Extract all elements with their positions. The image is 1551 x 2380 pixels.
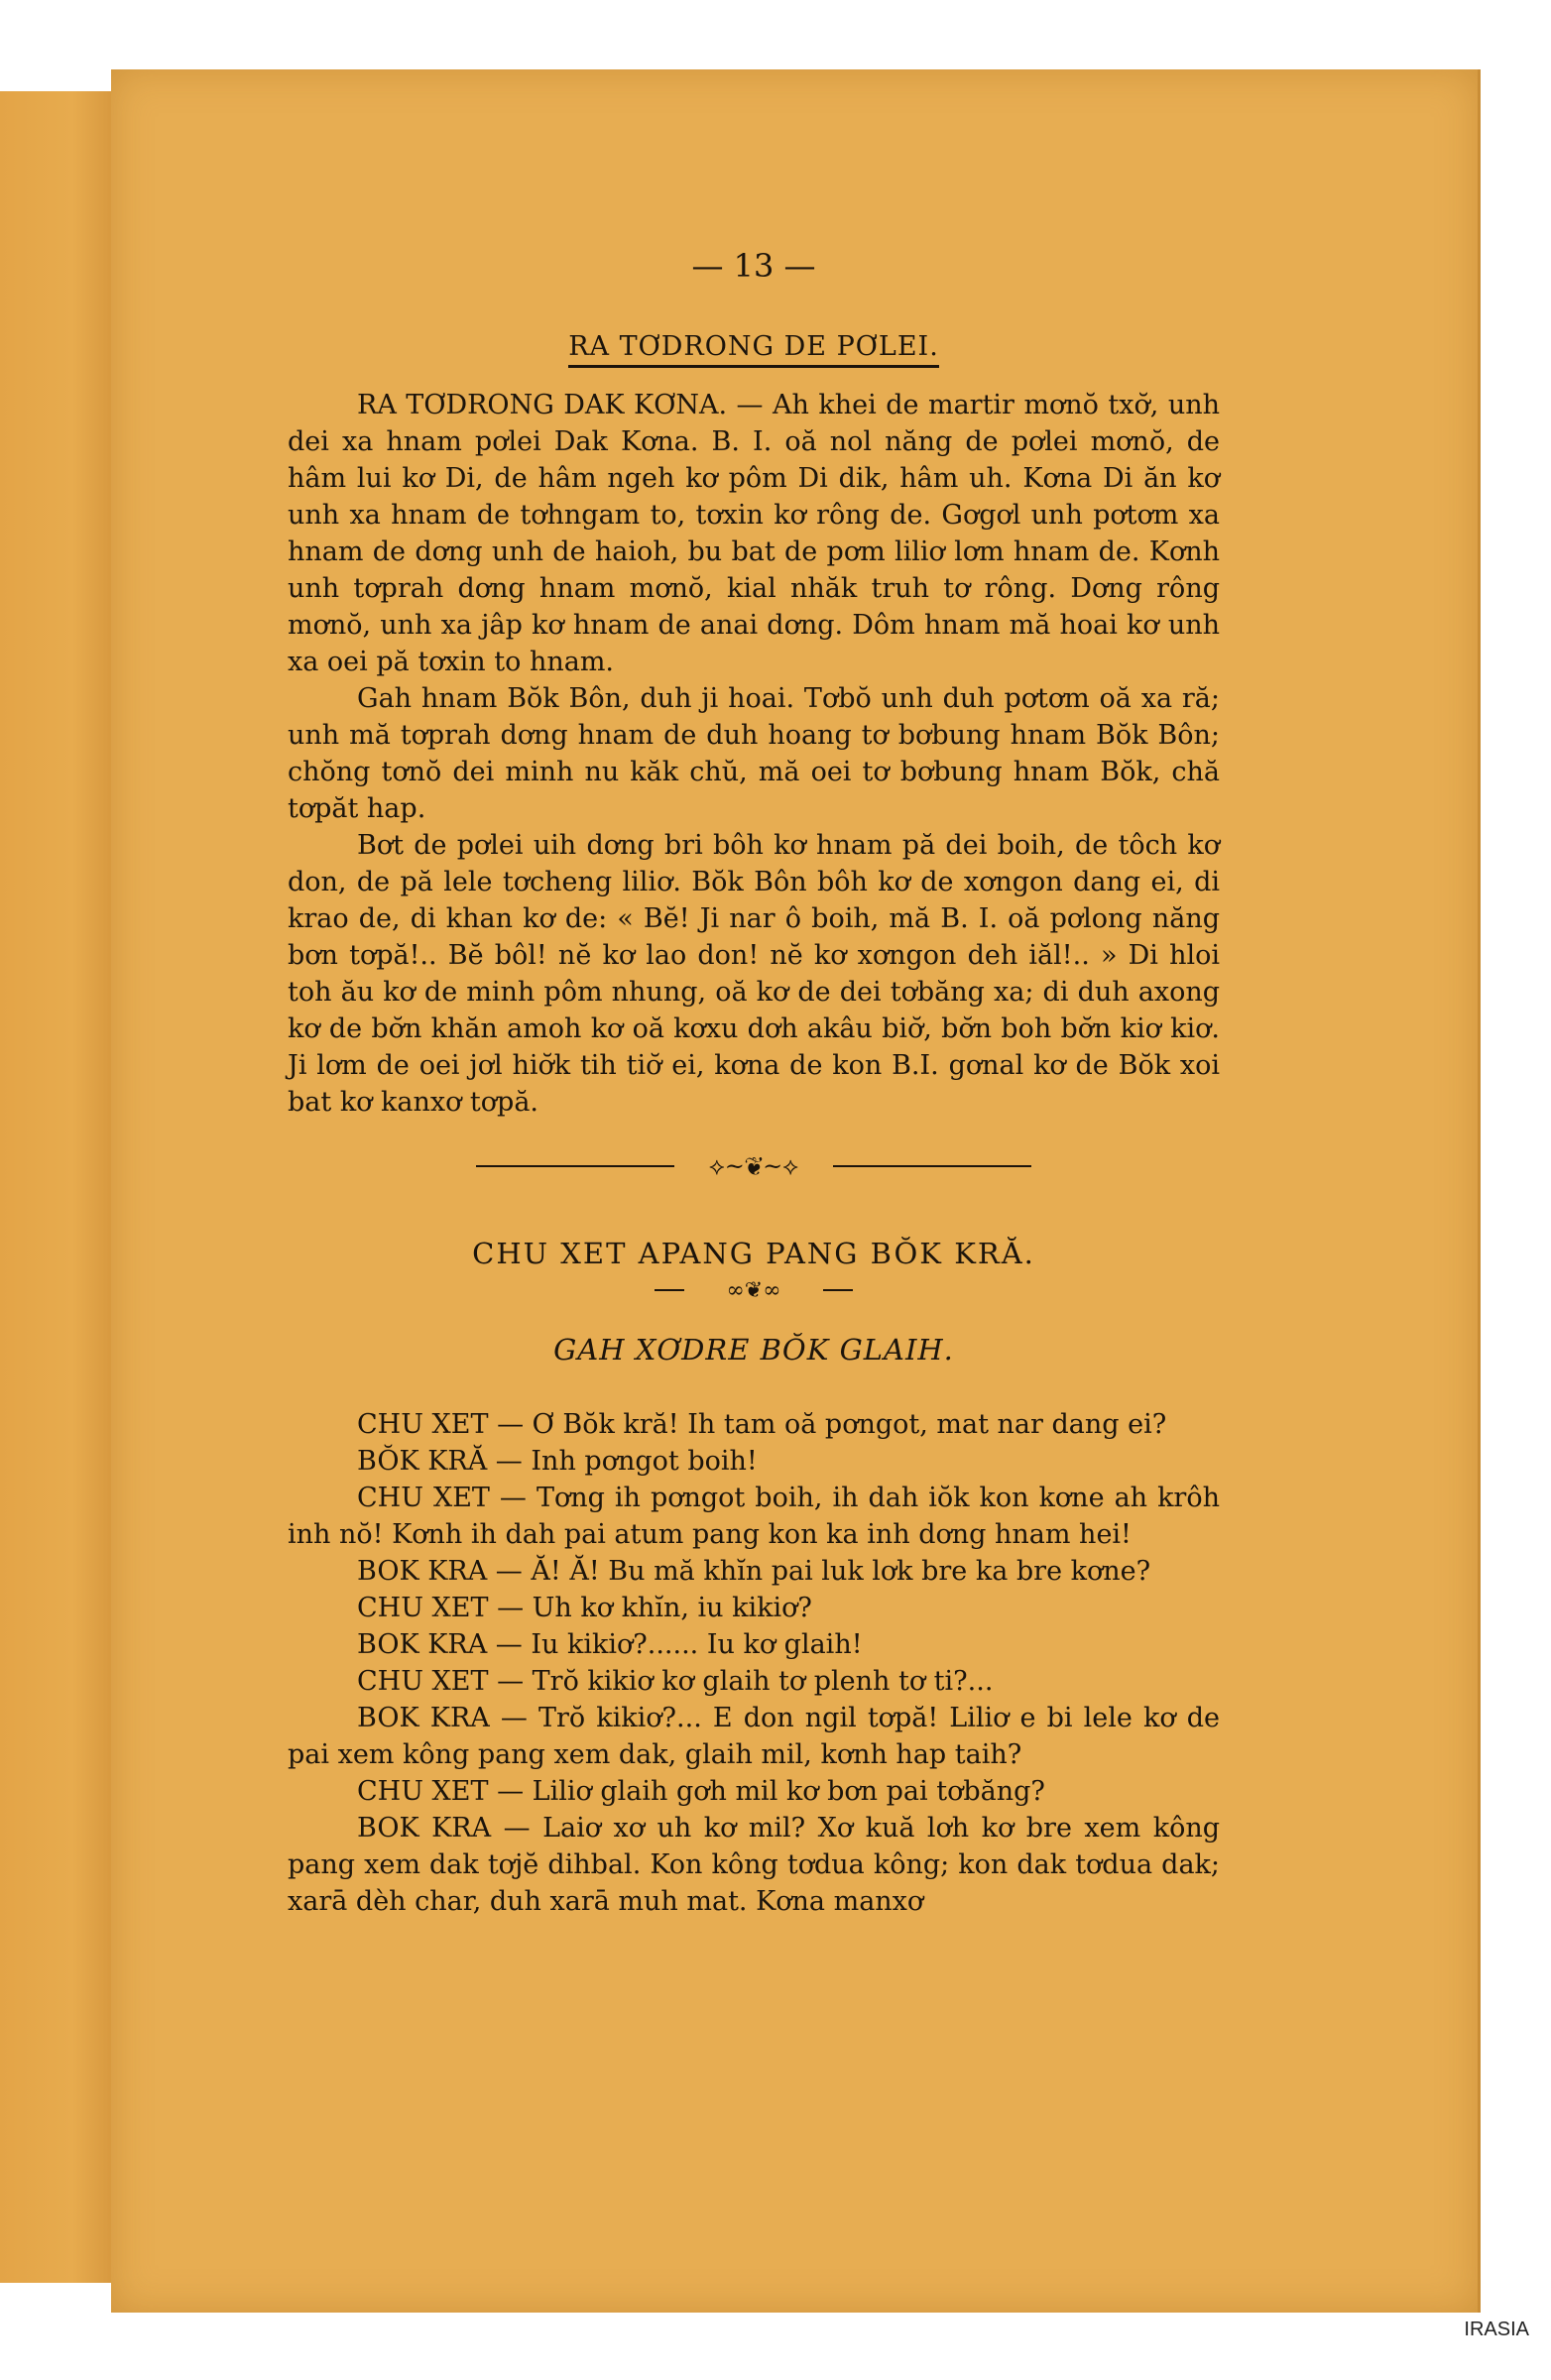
- dialogue-line: CHU XET — Ơ Bŏk kră! Ih tam oă pơngot, mat nar dang ei?: [357, 1409, 1167, 1440]
- dialogue-line: BŎK KRĂ — Inh pơngot boih!: [357, 1446, 758, 1477]
- small-ornament-icon: ∞❦∞: [726, 1278, 781, 1303]
- dialogue-line: BOK KRA — Trŏ kikiơ?... E don ngil tơpă! Liliơ e bi lele kơ de pai xem kông pang xem dak, glaih mil, kơnh hap taih?: [288, 1703, 1220, 1770]
- section2-title: CHU XET APANG PANG BŎK KRĂ.: [472, 1237, 1035, 1270]
- dialogue-line: BOK KRA — Ă! Ă! Bu mă khĭn pai luk lơk bre ka bre kơne?: [357, 1556, 1151, 1587]
- dialogue-line: CHU XET — Liliơ glaih gơh mil kơ bơn pai tơbăng?: [357, 1776, 1045, 1807]
- section2-subtitle: GAH XƠDRE BŎK GLAIH.: [553, 1333, 954, 1367]
- section1-paragraph: Bơt de pơlei uih dơng bri bôh kơ hnam pă dei boih, de tôch kơ don, de pă lele tơcheng liliơ. Bŏk Bôn bôh kơ de xơngon dang ei, di krao de, di khan kơ de: « Bĕ! Ji nar ô boih, mă B. I. oă pơlong năng bơn tơpă!.. Bĕ bôl! nĕ kơ lao don! nĕ kơ xơngon deh iăl!.. » Di hloi toh ău kơ de minh pôm nhung, oă kơ de dei tơbăng xa; di duh axong kơ de bơ̆n khăn amoh kơ oă kơxu dơh akâu biơ̆, bơ̆n boh bơ̆n kiơ kiơ. Ji lơm de oei jơl hiơ̆k tih tiơ̆ ei, kơna de kon B.I. gơnal kơ de Bŏk xoi bat kơ kanxơ tơpă.: [288, 830, 1220, 1118]
- page-number: — 13 —: [691, 247, 816, 285]
- section1-paragraph: Gah hnam Bŏk Bôn, duh ji hoai. Tơbŏ unh duh pơtơm oă xa ră; unh mă tơprah dơng hnam de duh hoang tơ bơbung hnam Bŏk Bôn; chŏng tơnŏ dei minh nu kăk chŭ, mă oei tơ bơbung hnam Bŏk, chă tơpăt hap.: [288, 683, 1220, 824]
- section1-title: [288, 328, 1220, 365]
- title-ornament: [655, 1278, 853, 1302]
- section-divider: [476, 1154, 1031, 1178]
- dialogue-line: CHU XET — Tơng ih pơngot boih, ih dah iŏk kon kơne ah krôh inh nŏ! Kơnh ih dah pai atum pang kon ka inh dơng hnam hei!: [288, 1483, 1220, 1550]
- dialogue-line: CHU XET — Trŏ kikiơ kơ glaih tơ plenh tơ ti?...: [357, 1666, 994, 1697]
- divider-ornament-icon: ⟡~❦~⟡: [708, 1152, 799, 1180]
- dialogue-line: BOK KRA — Iu kikiơ?...... Iu kơ glaih!: [357, 1629, 863, 1660]
- watermark: IRASIA: [1464, 2319, 1529, 2340]
- page-content: [288, 248, 1220, 1920]
- section1-paragraph: RA TƠDRONG DAK KƠNA. — Ah khei de martir mơnŏ txơ̆, unh dei xa hnam pơlei Dak Kơna. B. I. oă nol năng de pơlei mơnŏ, de hâm lui kơ Di, de hâm ngeh kơ pôm Di dik, hâm uh. Kơna Di ăn kơ unh xa hnam de tơhngam to, tơxin kơ rông de. Gơgơl unh pơtơm xa hnam de dơng unh de haioh, bu bat de pơm liliơ lơm hnam de. Kơnh unh tơprah dơng hnam mơnŏ, kial nhăk truh tơ rông. Dơng rông mơnŏ, unh xa jâp kơ hnam de anai dơng. Dôm hnam mă hoai kơ unh xa oei pă tơxin to hnam.: [288, 390, 1220, 677]
- left-page-edge: [0, 91, 121, 2283]
- dialogue-line: CHU XET — Uh kơ khĭn, iu kikiơ?: [357, 1593, 812, 1623]
- section1-title-text: RA TƠDRONG DE PƠLEI.: [568, 331, 939, 368]
- dialogue-line: BOK KRA — Laiơ xơ uh kơ mil? Xơ kuă lơh kơ bre xem kông pang xem dak tơjĕ dihbal. Kon kông tơdua kông; kon dak tơdua dak; xarā dèh char, duh xarā muh mat. Kơna manxơ: [288, 1813, 1220, 1917]
